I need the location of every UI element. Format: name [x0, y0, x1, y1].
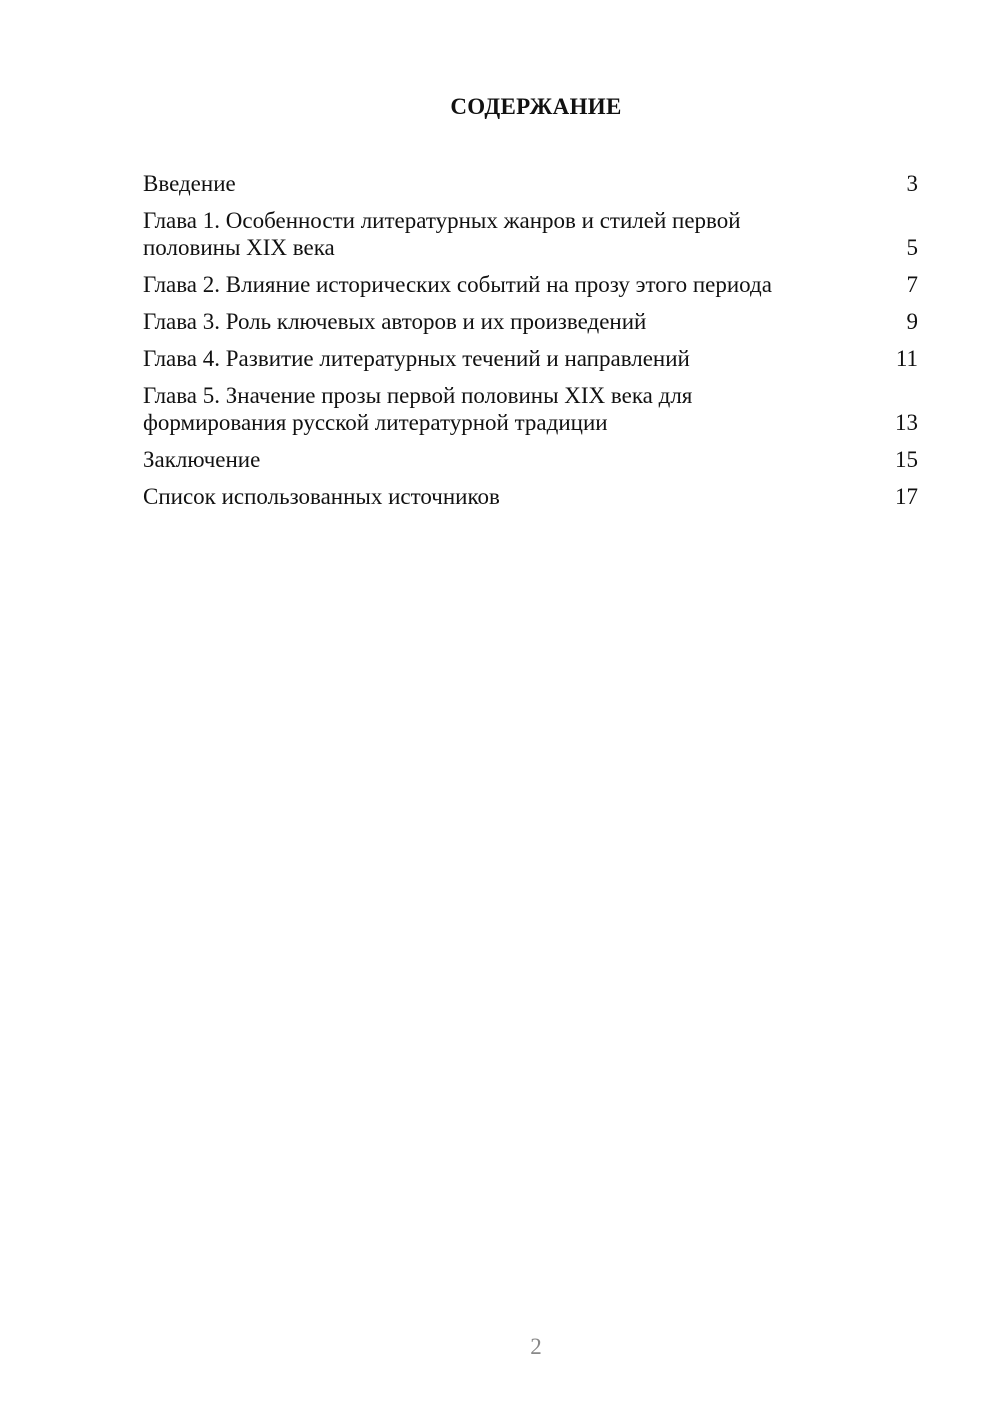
toc-entry-chapter-5 [143, 382, 918, 436]
toc-entry-page: 7 [906, 272, 918, 297]
toc-entry-page: 5 [906, 235, 918, 260]
toc-entry-chapter-1 [143, 207, 918, 261]
toc-entry-title: Заключение [143, 447, 261, 472]
toc-entry-title: Введение [143, 171, 236, 196]
toc-entry-chapter-3 [143, 308, 918, 335]
toc-entry-conclusion [143, 446, 918, 473]
toc-entry-chapter-4 [143, 345, 918, 372]
toc-entry-title: Глава 3. Роль ключевых авторов и их произведений [143, 309, 647, 334]
table-of-contents [143, 170, 918, 520]
toc-entry-title: Список использованных источников [143, 484, 500, 509]
toc-entry-title: Глава 5. Значение прозы первой половины XIX века для формирования русской литературной традиции [143, 383, 693, 435]
toc-entry-title: Глава 4. Развитие литературных течений и направлений [143, 346, 690, 371]
toc-entry-page: 17 [895, 484, 918, 509]
toc-heading: СОДЕРЖАНИЕ [450, 94, 622, 119]
toc-entry-page: 9 [906, 309, 918, 334]
page-number: 2 [530, 1334, 542, 1359]
toc-entry-references [143, 483, 918, 510]
toc-entry-page: 15 [895, 447, 918, 472]
toc-entry-introduction [143, 170, 918, 197]
toc-entry-page: 3 [906, 171, 918, 196]
toc-entry-title: Глава 1. Особенности литературных жанров и стилей первой половины XIX века [143, 208, 741, 260]
toc-entry-page: 13 [895, 410, 918, 435]
toc-entry-title: Глава 2. Влияние исторических событий на прозу этого периода [143, 272, 772, 297]
toc-entry-page: 11 [895, 346, 918, 371]
toc-entry-chapter-2 [143, 271, 918, 298]
